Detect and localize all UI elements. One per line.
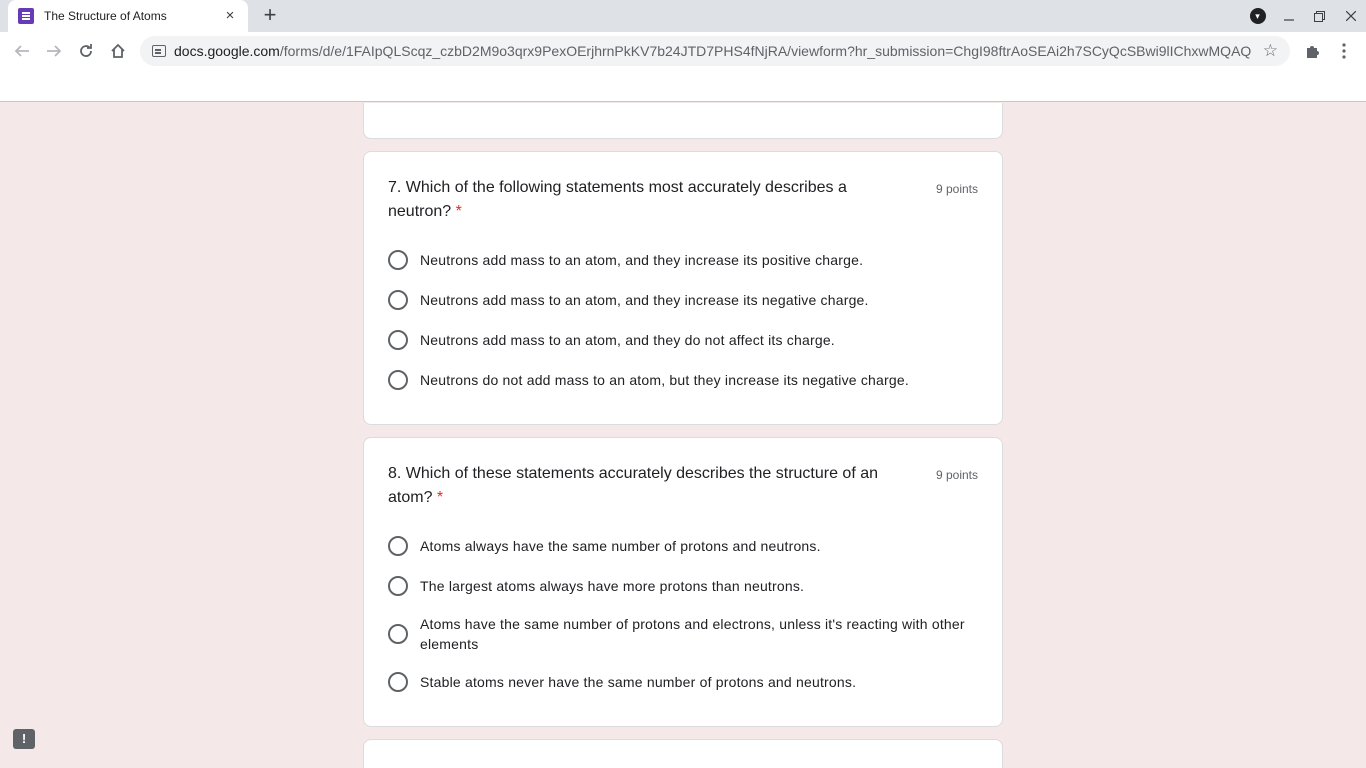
forms-favicon-icon	[18, 8, 34, 24]
kebab-menu-icon	[1342, 43, 1346, 59]
answer-option[interactable]	[388, 614, 980, 654]
puzzle-icon	[1304, 43, 1320, 59]
reload-icon	[78, 43, 94, 59]
answer-option[interactable]	[388, 576, 980, 596]
answer-option[interactable]	[388, 290, 980, 310]
radio-button[interactable]	[388, 536, 408, 556]
radio-button[interactable]	[388, 624, 408, 644]
radio-button[interactable]	[388, 370, 408, 390]
points-label: 9 points	[935, 468, 978, 482]
option-label[interactable]: Neutrons add mass to an atom, and they do not affect its charge.	[420, 332, 835, 348]
question-title: 8. Which of these statements accurately describes the structure of an atom? *	[388, 465, 879, 506]
required-asterisk: *	[455, 203, 462, 220]
radio-button[interactable]	[388, 576, 408, 596]
back-arrow-icon	[14, 43, 30, 59]
radio-button[interactable]	[388, 290, 408, 310]
toolbar-lower-strip	[0, 70, 1366, 102]
option-label[interactable]: Stable atoms never have the same number of protons and neutrons.	[420, 674, 857, 690]
question-card-8	[363, 437, 1003, 727]
minimize-icon	[1284, 11, 1294, 21]
option-label[interactable]: Neutrons add mass to an atom, and they increase its positive charge.	[420, 252, 864, 268]
toolbar-actions	[1296, 35, 1360, 67]
answer-option[interactable]	[388, 250, 980, 270]
question-card-7	[363, 151, 1003, 425]
radio-button[interactable]	[388, 250, 408, 270]
option-label[interactable]: The largest atoms always have more protons than neutrons.	[420, 578, 805, 594]
home-icon	[110, 43, 126, 59]
browser-menu-button[interactable]	[1328, 35, 1360, 67]
home-button[interactable]	[102, 35, 134, 67]
window-controls	[1242, 0, 1366, 32]
report-feedback-button[interactable]: !	[13, 729, 35, 749]
close-icon	[1346, 11, 1356, 21]
radio-button[interactable]	[388, 330, 408, 350]
answer-option[interactable]	[388, 370, 980, 390]
option-label[interactable]: Atoms always have the same number of protons and neutrons.	[420, 538, 821, 554]
minimize-button[interactable]	[1273, 0, 1304, 32]
back-button[interactable]	[6, 35, 38, 67]
option-label[interactable]: Neutrons add mass to an atom, and they increase its negative charge.	[420, 292, 869, 308]
previous-question-card	[363, 103, 1003, 139]
required-asterisk: *	[436, 489, 444, 506]
restore-icon	[1314, 11, 1325, 22]
answer-option[interactable]	[388, 536, 980, 556]
site-info-icon[interactable]	[152, 45, 166, 57]
browser-toolbar	[0, 32, 1366, 70]
option-label[interactable]: Neutrons do not add mass to an atom, but they increase its negative charge.	[420, 372, 909, 388]
forward-button[interactable]	[38, 35, 70, 67]
address-bar[interactable]	[140, 36, 1290, 66]
option-label[interactable]: Atoms have the same number of protons and electrons, unless it's reacting with other elements	[420, 616, 965, 652]
bookmark-star-icon[interactable]: ☆	[1262, 41, 1278, 60]
new-tab-button[interactable]: +	[263, 2, 277, 27]
chevron-down-icon: ▾	[1250, 8, 1266, 24]
answer-option[interactable]	[388, 330, 980, 350]
reload-button[interactable]	[70, 35, 102, 67]
close-tab-icon[interactable]: ×	[225, 7, 235, 24]
tab-strip	[0, 0, 1366, 32]
restore-button[interactable]	[1304, 0, 1335, 32]
next-question-card	[363, 739, 1003, 768]
profile-menu-button[interactable]	[1242, 0, 1273, 32]
tab-title: The Structure of Atoms	[44, 9, 167, 23]
radio-button[interactable]	[388, 672, 408, 692]
form-content[interactable]	[0, 103, 1366, 768]
forward-arrow-icon	[46, 43, 62, 59]
question-title: 7. Which of the following statements most accurately describes a neutron? *	[388, 179, 847, 220]
answer-option[interactable]	[388, 672, 980, 692]
browser-tab[interactable]	[8, 0, 248, 32]
close-window-button[interactable]	[1335, 0, 1366, 32]
points-label: 9 points	[935, 182, 978, 196]
extensions-button[interactable]	[1296, 35, 1328, 67]
url-text[interactable]: docs.google.com/forms/d/e/1FAIpQLScqz_czbD2M9o3qrx9PexOErjhrnPkKV7b24JTD7PHS4fNjRA/viewform?hr_submission=ChgI98ftrAoSEAi2h7SCyQcSBwi9lIChxwMQAQ	[174, 43, 1252, 59]
